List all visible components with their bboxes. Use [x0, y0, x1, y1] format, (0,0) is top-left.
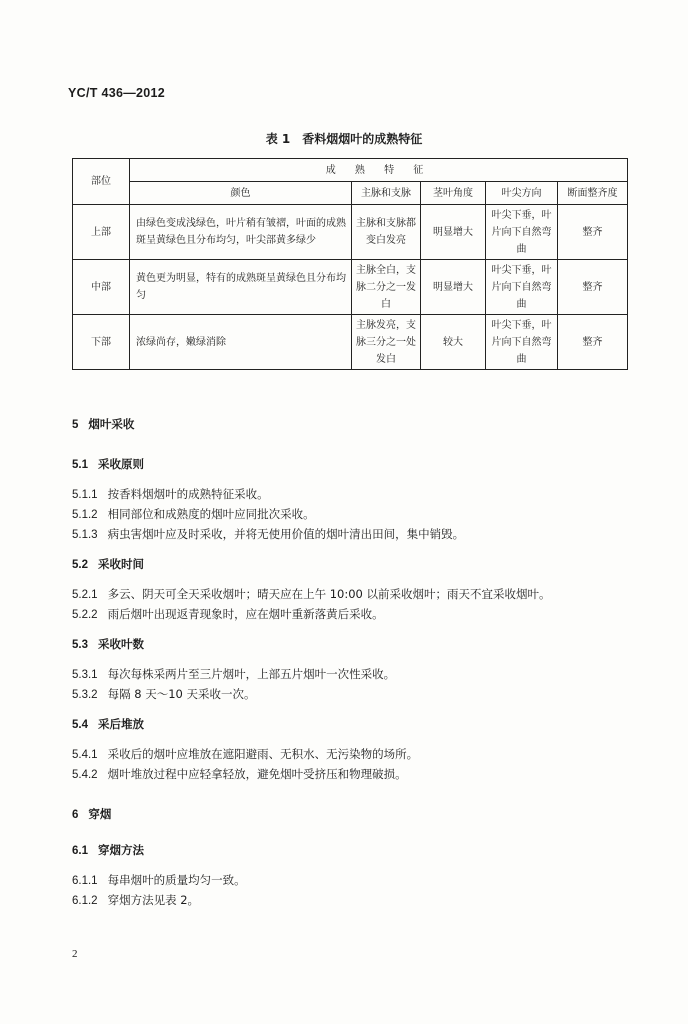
clause: [72, 686, 256, 702]
cell-position: 中部: [73, 260, 130, 315]
cell-tip: 叶尖下垂，叶片向下自然弯曲: [486, 315, 558, 370]
clause-number: 6.1.1: [72, 875, 98, 887]
clause-text: 烟叶堆放过程中应轻拿轻放，避免烟叶受挤压和物理破损。: [107, 767, 407, 781]
cell-angle: 较大: [421, 315, 486, 370]
header-position: 部位: [73, 159, 130, 205]
header-tip: 叶尖方向: [486, 182, 558, 205]
section-heading: [72, 416, 134, 432]
section-title: 采后堆放: [98, 717, 144, 731]
clause: [72, 506, 315, 522]
subsection-heading: [72, 556, 144, 572]
clause-number: 6.1.2: [72, 895, 98, 907]
section-number: 5.1: [72, 459, 88, 471]
clause-number: 5.3.1: [72, 669, 98, 681]
cell-color: 浓绿尚存，嫩绿消除: [130, 315, 352, 370]
subsection-heading: [72, 636, 144, 652]
header-neat: 断面整齐度: [558, 182, 628, 205]
clause-text: 穿烟方法见表 2。: [107, 893, 200, 907]
section-number: 6.1: [72, 845, 88, 857]
section-number: 5.2: [72, 559, 88, 571]
cell-position: 上部: [73, 205, 130, 260]
clause-text: 采收后的烟叶应堆放在遮阳避雨、无积水、无污染物的场所。: [107, 747, 419, 761]
clause: [72, 746, 418, 762]
cell-vein: 主脉和支脉都变白发亮: [352, 205, 421, 260]
clause-number: 5.2.2: [72, 609, 98, 621]
section-number: 5.3: [72, 639, 88, 651]
cell-color: 黄色更为明显，特有的成熟斑呈黄绿色且分布均匀: [130, 260, 352, 315]
clause: [72, 872, 246, 888]
maturity-features-table: [72, 158, 628, 370]
cell-angle: 明显增大: [421, 205, 486, 260]
table-row: [73, 315, 628, 370]
header-angle: 茎叶角度: [421, 182, 486, 205]
cell-neat: 整齐: [558, 205, 628, 260]
clause-number: 5.4.1: [72, 749, 98, 761]
clause-text: 每串烟叶的质量均匀一致。: [107, 873, 246, 887]
cell-position: 下部: [73, 315, 130, 370]
section-title: 采收原则: [98, 457, 144, 471]
section-title: 采收叶数: [98, 637, 144, 651]
page-number: 2: [72, 948, 78, 960]
clause-text: 按香料烟烟叶的成熟特征采收。: [107, 487, 269, 501]
section-title: 采收时间: [98, 557, 144, 571]
cell-tip: 叶尖下垂，叶片向下自然弯曲: [486, 260, 558, 315]
section-number: 5: [72, 419, 79, 431]
cell-vein: 主脉全白，支脉二分之一发白: [352, 260, 421, 315]
cell-neat: 整齐: [558, 315, 628, 370]
header-color: 颜色: [130, 182, 352, 205]
clause: [72, 666, 395, 682]
table-row: [73, 205, 628, 260]
cell-neat: 整齐: [558, 260, 628, 315]
clause-number: 5.1.1: [72, 489, 98, 501]
table-header-row: [73, 159, 628, 182]
clause-number: 5.1.3: [72, 529, 98, 541]
clause-text: 病虫害烟叶应及时采收，并将无使用价值的烟叶清出田间，集中销毁。: [107, 527, 465, 541]
section-number: 5.4: [72, 719, 88, 731]
cell-vein: 主脉发亮，支脉三分之一处发白: [352, 315, 421, 370]
clause-number: 5.3.2: [72, 689, 98, 701]
cell-tip: 叶尖下垂，叶片向下自然弯曲: [486, 205, 558, 260]
table-subheader-row: [73, 182, 628, 205]
section-heading: [72, 806, 111, 822]
table-title: 表 1 香料烟烟叶的成熟特征: [265, 132, 423, 146]
clause: [72, 586, 551, 602]
clause-text: 相同部位和成熟度的烟叶应同批次采收。: [107, 507, 315, 521]
subsection-heading: [72, 716, 144, 732]
clause: [72, 526, 464, 542]
clause-text: 雨后烟叶出现返青现象时，应在烟叶重新落黄后采收。: [107, 607, 384, 621]
clause-number: 5.4.2: [72, 769, 98, 781]
standard-code: YC/T 436—2012: [68, 86, 166, 100]
clause-text: 多云、阴天可全天采收烟叶；晴天应在上午 10:00 以前采收烟叶；雨天不宜采收烟叶。: [107, 587, 551, 601]
clause: [72, 606, 384, 622]
section-title: 烟叶采收: [88, 417, 135, 431]
header-group: 成 熟 特 征: [130, 159, 628, 182]
clause: [72, 766, 407, 782]
section-title: 穿烟方法: [98, 843, 144, 857]
clause-number: 5.2.1: [72, 589, 98, 601]
header-vein: 主脉和支脉: [352, 182, 421, 205]
clause: [72, 486, 269, 502]
clause-text: 每隔 8 天～10 天采收一次。: [107, 687, 256, 701]
clause: [72, 892, 199, 908]
clause-number: 5.1.2: [72, 509, 98, 521]
section-title: 穿烟: [88, 807, 112, 821]
clause-text: 每次每株采两片至三片烟叶，上部五片烟叶一次性采收。: [107, 667, 396, 681]
subsection-heading: [72, 842, 144, 858]
cell-color: 由绿色变成浅绿色，叶片稍有皱褶，叶面的成熟斑呈黄绿色且分布均匀，叶尖部黄多绿少: [130, 205, 352, 260]
cell-angle: 明显增大: [421, 260, 486, 315]
section-number: 6: [72, 809, 79, 821]
subsection-heading: [72, 456, 144, 472]
table-row: [73, 260, 628, 315]
